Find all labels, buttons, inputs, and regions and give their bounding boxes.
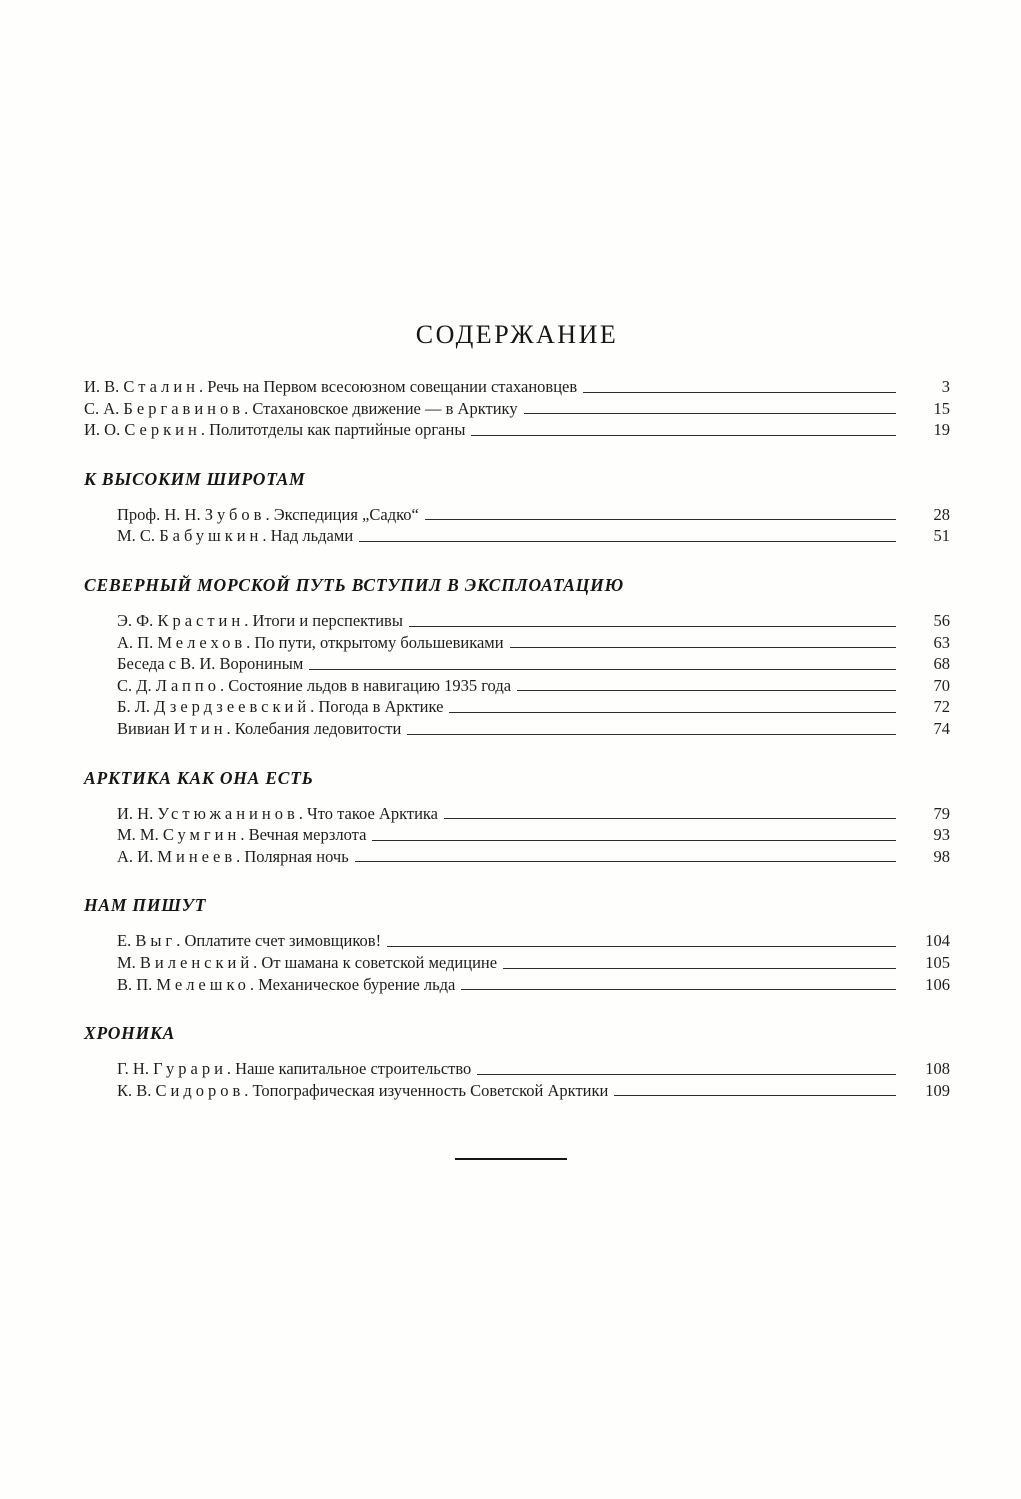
toc-entry-text (117, 504, 419, 526)
toc-entry (84, 974, 950, 996)
entry-author-initials: И. Н. (117, 803, 158, 823)
toc-entry (84, 610, 950, 632)
page-number: 104 (925, 931, 950, 951)
entry-author-surname: Гурари (153, 1059, 227, 1079)
entry-author-initials: И. В. (84, 377, 124, 396)
dot-leader-line (444, 818, 896, 819)
toc-entry (84, 803, 950, 825)
toc-entry (84, 696, 950, 718)
toc-entry-text (117, 846, 349, 868)
entry-title: . Над льдами (262, 526, 354, 546)
toc-entry (84, 419, 950, 441)
page-number: 51 (933, 526, 950, 546)
section-entries (84, 504, 950, 547)
page-number: 106 (925, 974, 950, 994)
entry-author-initials: М. М. (117, 825, 163, 845)
toc-section (84, 376, 950, 441)
page-number: 74 (933, 718, 950, 738)
entry-author-initials: А. И. (117, 846, 158, 866)
dot-leader-line (409, 626, 896, 627)
entry-author-initials: К. В. (117, 1080, 156, 1100)
entry-author-initials: А. П. (117, 632, 158, 652)
page-number: 70 (933, 675, 950, 695)
toc-entry-text (84, 398, 518, 420)
entry-title: . Стахановское движение — в Арктику (244, 398, 518, 418)
table-of-contents (84, 376, 950, 1101)
page-number: 72 (933, 697, 950, 717)
entry-author-initials: Вивиан (117, 718, 174, 738)
section-entries (84, 610, 950, 740)
page-title: СОДЕРЖАНИЕ (415, 320, 619, 349)
entry-title: . По пути, открытому большевиками (246, 632, 504, 652)
section-entries (84, 930, 950, 995)
entry-title: . Погода в Арктике (310, 697, 444, 717)
toc-entry-text (117, 974, 455, 996)
dot-leader-line (614, 1095, 896, 1096)
toc-entry (84, 952, 950, 974)
page-number: 15 (933, 398, 950, 418)
toc-entry-text (117, 653, 303, 675)
dot-leader-line (387, 946, 896, 947)
dot-leader-line (372, 840, 896, 841)
toc-entry-text (117, 610, 403, 632)
entry-author-surname: Выг (135, 931, 177, 951)
toc-entry (84, 376, 950, 398)
toc-section (84, 574, 950, 740)
entry-author-initials: Беседа с В. И. Ворониным (117, 654, 304, 674)
entry-author-initials: С. А. (84, 398, 124, 418)
entry-author-initials: Б. Л. (117, 697, 155, 717)
entry-author-surname: Дзердзеевский (154, 697, 311, 717)
page-number: 108 (925, 1059, 950, 1079)
entry-author-surname: Лаппо (155, 675, 220, 695)
toc-entry-text (117, 824, 366, 846)
entry-author-initials: И. О. (84, 420, 125, 440)
dot-leader-line (461, 989, 896, 990)
toc-entry (84, 930, 950, 952)
dot-leader-line (407, 734, 896, 735)
toc-entry (84, 504, 950, 526)
entry-author-surname: Мелешко (156, 974, 250, 994)
toc-entry-text (117, 525, 353, 547)
dot-leader-line (503, 968, 896, 969)
page-number: 79 (933, 803, 950, 823)
dot-leader-line (477, 1074, 896, 1075)
dot-leader-line (425, 519, 896, 520)
toc-entry-text (117, 632, 504, 654)
entry-title: . Итоги и перспективы (244, 610, 403, 630)
section-header: АРКТИКА КАК ОНА ЕСТЬ (84, 767, 314, 788)
entry-author-initials: С. Д. (117, 675, 156, 695)
toc-entry (84, 398, 950, 420)
toc-entry (84, 653, 950, 675)
entry-title: . Оплатите счет зимовщиков! (176, 931, 382, 951)
entry-author-surname: Сумгин (162, 825, 241, 845)
page-number: 105 (925, 952, 950, 972)
dot-leader-line (524, 413, 896, 414)
toc-entry (84, 525, 950, 547)
entry-author-surname: Зубов (204, 504, 266, 524)
entry-author-surname: Устюжанинов (157, 803, 299, 823)
toc-entry-text (117, 718, 401, 740)
entry-title: . Состояние льдов в навигацию 1935 года (219, 675, 512, 695)
page-number: 109 (925, 1080, 950, 1100)
toc-entry-text (117, 1058, 471, 1080)
entry-title: . Речь на Первом всесоюзном совещании стахановцев (198, 377, 578, 396)
page-number: 63 (933, 632, 950, 652)
content-column (84, 320, 950, 1101)
entry-title: . Вечная мерзлота (240, 825, 367, 845)
entry-author-initials: В. П. (117, 974, 157, 994)
entry-author-surname: Крастин (157, 610, 245, 630)
entry-title: . Механическое бурение льда (249, 974, 456, 994)
dot-leader-line (583, 392, 896, 393)
toc-entry-text (117, 675, 511, 697)
entry-author-surname: Итин (173, 718, 227, 738)
dot-leader-line (517, 690, 896, 691)
entry-author-surname: Серкин (124, 420, 201, 440)
toc-entry (84, 1058, 950, 1080)
dot-leader-line (449, 712, 896, 713)
section-entries (84, 376, 950, 441)
entry-author-surname: Минеев (157, 846, 237, 866)
toc-entry (84, 824, 950, 846)
page-number: 3 (941, 377, 950, 396)
toc-section (84, 894, 950, 995)
entry-title: . Наше капитальное строительство (226, 1059, 472, 1079)
toc-entry (84, 632, 950, 654)
entry-author-initials: М. С. (117, 526, 160, 546)
entry-title: . Колебания ледовитости (226, 718, 402, 738)
entry-author-surname: Бергавинов (123, 398, 245, 418)
entry-title: . Политотделы как партийные органы (200, 420, 466, 440)
section-header: СЕВЕРНЫЙ МОРСКОЙ ПУТЬ ВСТУПИЛ В ЭКСПЛОАТАЦИЮ (84, 574, 624, 595)
entry-author-surname: Сидоров (155, 1080, 245, 1100)
dot-leader-line (355, 861, 896, 862)
dot-leader-line (510, 647, 896, 648)
page-number: 98 (933, 846, 950, 866)
section-header: К ВЫСОКИМ ШИРОТАМ (84, 468, 306, 489)
entry-title: . Топографическая изученность Советской Арктики (244, 1080, 609, 1100)
page-number: 68 (933, 654, 950, 674)
toc-entry (84, 675, 950, 697)
toc-entry-text (117, 696, 443, 718)
toc-section (84, 1022, 950, 1101)
entry-author-surname: Виленский (139, 952, 254, 972)
entry-author-surname: Мелехов (157, 632, 247, 652)
toc-entry-text (117, 1080, 608, 1102)
toc-entry (84, 718, 950, 740)
entry-title: . Что такое Арктика (298, 803, 439, 823)
entry-author-initials: Э. Ф. (117, 610, 158, 630)
entry-author-initials: Г. Н. (117, 1059, 154, 1079)
entry-title: . От шамана к советской медицине (253, 952, 498, 972)
page-number: 93 (933, 825, 950, 845)
toc-entry (84, 846, 950, 868)
dot-leader-line (359, 541, 896, 542)
toc-entry-text (117, 803, 438, 825)
section-entries (84, 803, 950, 868)
section-entries (84, 1058, 950, 1101)
toc-entry-text (117, 952, 497, 974)
page-number: 56 (933, 610, 950, 630)
toc-section (84, 767, 950, 868)
dot-leader-line (309, 669, 896, 670)
entry-author-initials: Проф. Н. Н. (117, 504, 205, 524)
dot-leader-line (471, 435, 896, 436)
toc-entry-text (84, 376, 577, 398)
entry-author-initials: М. (117, 952, 140, 972)
toc-entry-text (84, 419, 465, 441)
entry-title: . Полярная ночь (236, 846, 349, 866)
section-header: ХРОНИКА (84, 1023, 176, 1044)
page-number: 28 (933, 504, 950, 524)
entry-author-surname: Сталин (123, 377, 199, 396)
page-number: 19 (933, 420, 950, 440)
toc-entry (84, 1080, 950, 1102)
section-header: НАМ ПИШУТ (84, 895, 207, 916)
end-divider-rule (455, 1158, 567, 1160)
toc-entry-text (117, 930, 381, 952)
entry-author-initials: Е. (117, 931, 136, 951)
toc-section (84, 468, 950, 547)
entry-title: . Экспедиция „Садко“ (265, 504, 419, 524)
entry-author-surname: Бабушкин (159, 526, 263, 546)
